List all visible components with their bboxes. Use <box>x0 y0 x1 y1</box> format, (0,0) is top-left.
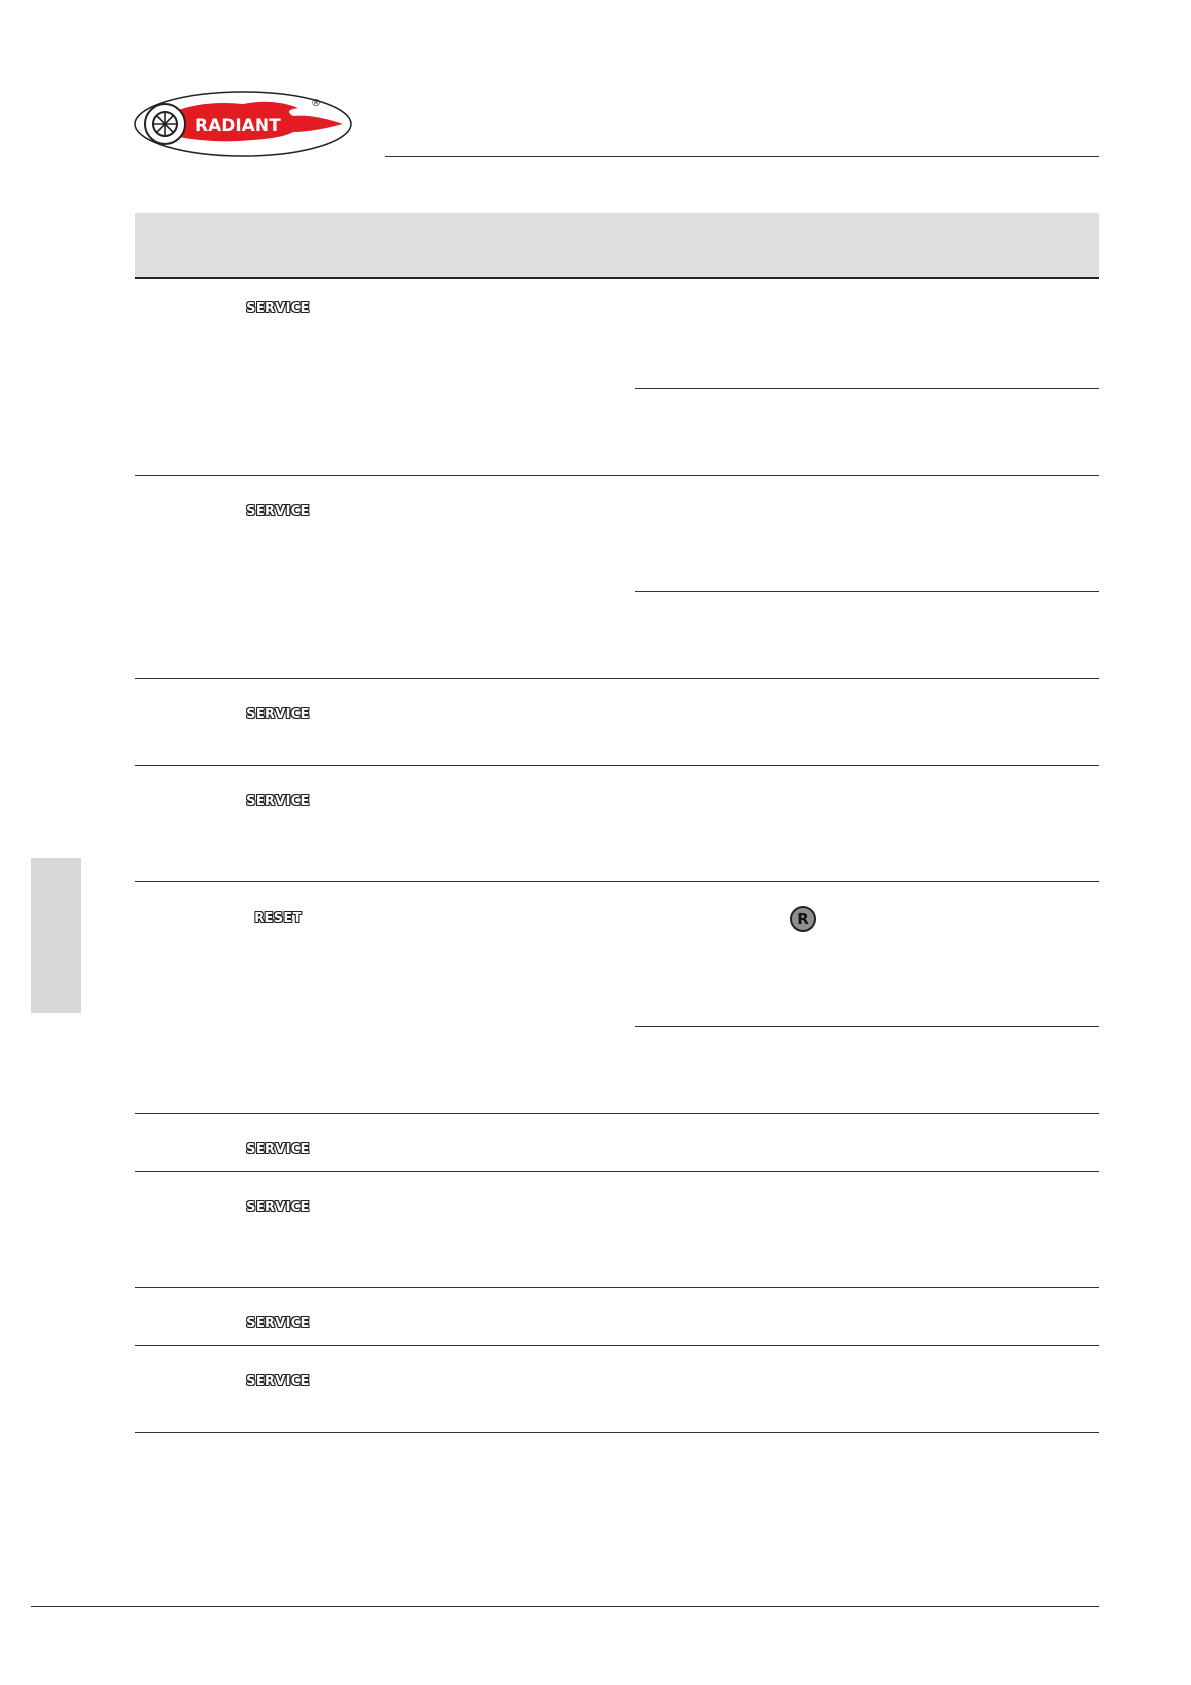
service-code-label: SERVICE <box>246 1142 310 1157</box>
service-code-label: SERVICE <box>246 707 310 722</box>
section-side-tab <box>31 858 81 1013</box>
service-code-label: SERVICE <box>246 1374 310 1389</box>
row-divider <box>135 1345 1099 1346</box>
service-code-label: SERVICE <box>246 1316 310 1331</box>
footer-rule <box>31 1606 1099 1607</box>
radiant-logo <box>133 90 353 158</box>
sub-row-divider <box>635 388 1099 389</box>
row-divider <box>135 1113 1099 1114</box>
row-divider <box>135 1171 1099 1172</box>
sub-row-divider <box>635 591 1099 592</box>
service-code-label: SERVICE <box>246 1200 310 1215</box>
row-divider <box>135 678 1099 679</box>
sub-row-divider <box>635 1026 1099 1027</box>
service-code-label: SERVICE <box>246 794 310 809</box>
registered-mark: ® <box>311 98 321 109</box>
row-divider <box>135 475 1099 476</box>
reset-button-icon: R <box>790 906 816 932</box>
table-header-rule <box>135 277 1099 279</box>
reset-code-label: RESET <box>254 911 302 926</box>
logo-text: RADIANT <box>195 116 281 136</box>
service-code-label: SERVICE <box>246 301 310 316</box>
header-rule <box>385 156 1099 157</box>
row-divider <box>135 881 1099 882</box>
row-divider <box>135 1287 1099 1288</box>
row-divider <box>135 765 1099 766</box>
service-code-label: SERVICE <box>246 504 310 519</box>
table-header <box>135 213 1099 277</box>
row-divider <box>135 1432 1099 1433</box>
